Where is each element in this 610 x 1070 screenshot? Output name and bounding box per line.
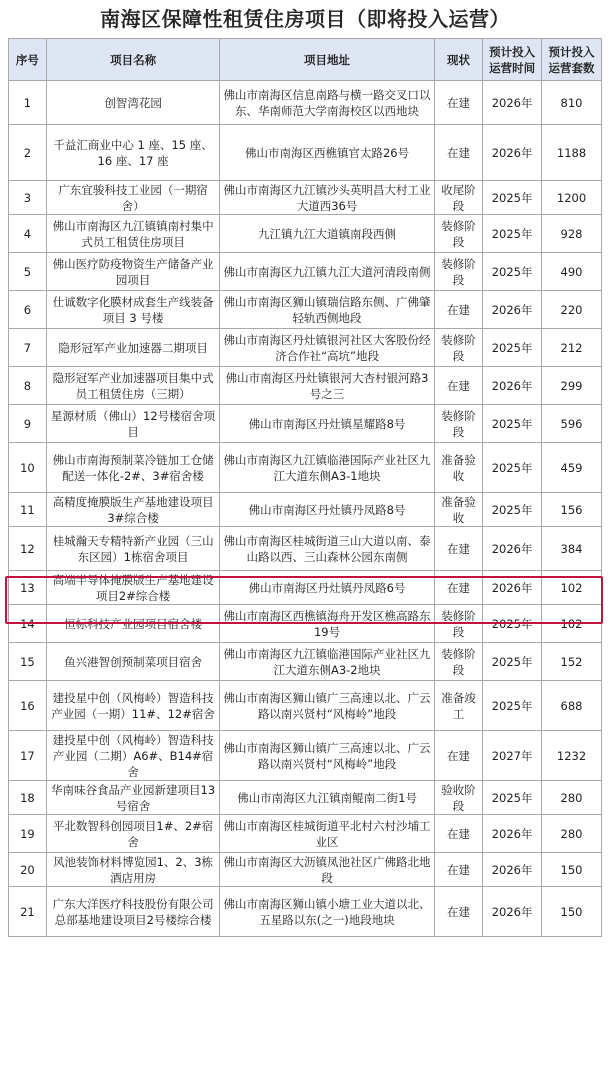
cell-time: 2026年: [483, 887, 542, 937]
cell-address: 佛山市南海区九江镇九江大道河清段南侧: [220, 253, 434, 291]
cell-address: 佛山市南海区狮山镇瑞信路东侧、广佛肇轻轨西侧地段: [220, 291, 434, 329]
cell-time: 2025年: [483, 493, 542, 527]
cell-status: 准备验收: [434, 493, 482, 527]
cell-status: 在建: [434, 815, 482, 853]
cell-time: 2026年: [483, 815, 542, 853]
table-row: [9, 405, 602, 443]
cell-units: 928: [542, 215, 602, 253]
cell-address: 九江镇九江大道镇南段西侧: [220, 215, 434, 253]
table-row: [9, 253, 602, 291]
cell-address: 佛山市南海区桂城街道平北村六村沙埔工业区: [220, 815, 434, 853]
cell-seq: 18: [9, 781, 47, 815]
cell-status: 准备验收: [434, 443, 482, 493]
cell-time: 2025年: [483, 443, 542, 493]
table-row: [9, 643, 602, 681]
table-row: [9, 181, 602, 215]
table-row: [9, 605, 602, 643]
cell-time: 2026年: [483, 571, 542, 605]
cell-seq: 10: [9, 443, 47, 493]
cell-name: 建投星中创（风梅岭）智造科技产业园（一期）11#、12#宿舍: [46, 681, 219, 731]
document-title: 南海区保障性租赁住房项目（即将投入运营）: [100, 7, 510, 31]
cell-units: 810: [542, 81, 602, 125]
cell-name: 桂城瀚天专精特新产业园（三山东区园）1栋宿舍项目: [46, 527, 219, 571]
cell-time: 2025年: [483, 781, 542, 815]
table-row: [9, 527, 602, 571]
cell-address: 佛山市南海区丹灶镇银河大杏村银河路3号之三: [220, 367, 434, 405]
cell-status: 验收阶段: [434, 781, 482, 815]
table-row: [9, 215, 602, 253]
cell-seq: 2: [9, 125, 47, 181]
cell-status: 装修阶段: [434, 405, 482, 443]
cell-units: 150: [542, 853, 602, 887]
cell-seq: 3: [9, 181, 47, 215]
cell-units: 384: [542, 527, 602, 571]
cell-time: 2025年: [483, 643, 542, 681]
cell-name: 平北数智科创园项目1#、2#宿舍: [46, 815, 219, 853]
cell-units: 688: [542, 681, 602, 731]
cell-time: 2025年: [483, 181, 542, 215]
cell-name: 佛山医疗防疫物资生产储备产业园项目: [46, 253, 219, 291]
cell-status: 在建: [434, 367, 482, 405]
cell-units: 1232: [542, 731, 602, 781]
cell-units: 280: [542, 781, 602, 815]
table-row: [9, 571, 602, 605]
cell-address: 佛山市南海区西樵镇海舟开发区樵高路东19号: [220, 605, 434, 643]
cell-units: 1200: [542, 181, 602, 215]
header-time: 预计投入运营时间: [483, 39, 542, 81]
cell-name: 星源材质（佛山）12号楼宿舍项目: [46, 405, 219, 443]
cell-seq: 16: [9, 681, 47, 731]
cell-status: 在建: [434, 731, 482, 781]
cell-time: 2026年: [483, 367, 542, 405]
table-row: [9, 329, 602, 367]
cell-status: 在建: [434, 853, 482, 887]
cell-time: 2026年: [483, 81, 542, 125]
cell-status: 在建: [434, 527, 482, 571]
cell-units: 299: [542, 367, 602, 405]
cell-time: 2026年: [483, 853, 542, 887]
cell-name: 广东宜骏科技工业园（一期宿舍）: [46, 181, 219, 215]
cell-time: 2025年: [483, 405, 542, 443]
table-row: [9, 815, 602, 853]
cell-name: 创智湾花园: [46, 81, 219, 125]
table-row: [9, 291, 602, 329]
cell-status: 在建: [434, 81, 482, 125]
cell-units: 212: [542, 329, 602, 367]
cell-time: 2026年: [483, 291, 542, 329]
cell-status: 在建: [434, 125, 482, 181]
cell-seq: 6: [9, 291, 47, 329]
cell-seq: 15: [9, 643, 47, 681]
cell-address: 佛山市南海区九江镇临港国际产业社区九江大道东侧A3-2地块: [220, 643, 434, 681]
cell-status: 装修阶段: [434, 605, 482, 643]
cell-seq: 4: [9, 215, 47, 253]
cell-units: 280: [542, 815, 602, 853]
table-row: [9, 681, 602, 731]
cell-seq: 1: [9, 81, 47, 125]
cell-seq: 17: [9, 731, 47, 781]
table-row: [9, 731, 602, 781]
cell-status: 装修阶段: [434, 329, 482, 367]
table-header-row: [9, 39, 602, 81]
cell-address: 佛山市南海区九江镇沙头英明昌大村工业大道西36号: [220, 181, 434, 215]
cell-units: 220: [542, 291, 602, 329]
cell-seq: 12: [9, 527, 47, 571]
cell-status: 装修阶段: [434, 643, 482, 681]
cell-status: 在建: [434, 291, 482, 329]
table-row: [9, 125, 602, 181]
cell-address: 佛山市南海区九江镇临港国际产业社区九江大道东侧A3-1地块: [220, 443, 434, 493]
cell-address: 佛山市南海区丹灶镇丹凤路8号: [220, 493, 434, 527]
cell-name: 鱼兴港智创预制菜项目宿舍: [46, 643, 219, 681]
cell-name: 千益汇商业中心 1 座、15 座、16 座、17 座: [46, 125, 219, 181]
cell-seq: 14: [9, 605, 47, 643]
cell-seq: 9: [9, 405, 47, 443]
cell-units: 490: [542, 253, 602, 291]
cell-name: 高端半导体掩膜版生产基地建设项目2#综合楼: [46, 571, 219, 605]
cell-units: 596: [542, 405, 602, 443]
cell-seq: 13: [9, 571, 47, 605]
cell-name: 华南味谷食品产业园新建项目13号宿舍: [46, 781, 219, 815]
cell-name: 高精度掩膜版生产基地建设项目3#综合楼: [46, 493, 219, 527]
cell-name: 隐形冠军产业加速器项目集中式员工租赁住房（三期）: [46, 367, 219, 405]
table-row: [9, 887, 602, 937]
cell-seq: 11: [9, 493, 47, 527]
table-row: [9, 853, 602, 887]
cell-units: 102: [542, 571, 602, 605]
cell-time: 2025年: [483, 329, 542, 367]
cell-seq: 20: [9, 853, 47, 887]
cell-time: 2025年: [483, 253, 542, 291]
cell-name: 建投星中创（风梅岭）智造科技产业园（二期）A6#、B14#宿舍: [46, 731, 219, 781]
table-row: [9, 81, 602, 125]
cell-name: 恒标科技产业园项目宿舍楼: [46, 605, 219, 643]
cell-status: 在建: [434, 571, 482, 605]
cell-units: 102: [542, 605, 602, 643]
cell-address: 佛山市南海区狮山镇广三高速以北、广云路以南兴贤村“风梅岭”地段: [220, 731, 434, 781]
cell-time: 2026年: [483, 527, 542, 571]
cell-status: 准备竣工: [434, 681, 482, 731]
table-body: [9, 81, 602, 937]
cell-seq: 5: [9, 253, 47, 291]
header-seq: 序号: [9, 39, 47, 81]
header-status: 现状: [434, 39, 482, 81]
cell-seq: 21: [9, 887, 47, 937]
cell-address: 佛山市南海区西樵镇官太路26号: [220, 125, 434, 181]
header-units: 预计投入运营套数: [542, 39, 602, 81]
header-name: 项目名称: [46, 39, 219, 81]
cell-units: 459: [542, 443, 602, 493]
cell-units: 156: [542, 493, 602, 527]
cell-seq: 8: [9, 367, 47, 405]
cell-name: 隐形冠军产业加速器二期项目: [46, 329, 219, 367]
cell-units: 1188: [542, 125, 602, 181]
cell-address: 佛山市南海区大沥镇凤池社区广佛路北地段: [220, 853, 434, 887]
cell-name: 风池装饰材料博览园1、2、3栋酒店用房: [46, 853, 219, 887]
cell-status: 在建: [434, 887, 482, 937]
cell-time: 2025年: [483, 681, 542, 731]
cell-address: 佛山市南海区九江镇南鲲南二街1号: [220, 781, 434, 815]
cell-address: 佛山市南海区丹灶镇星耀路8号: [220, 405, 434, 443]
cell-address: 佛山市南海区丹灶镇银河社区大客股份经济合作社“高坑”地段: [220, 329, 434, 367]
cell-units: 150: [542, 887, 602, 937]
projects-table: [8, 38, 602, 937]
cell-units: 152: [542, 643, 602, 681]
cell-address: 佛山市南海区信息南路与横一路交叉口以东、华南师范大学南海校区以西地块: [220, 81, 434, 125]
table-row: [9, 781, 602, 815]
cell-status: 收尾阶段: [434, 181, 482, 215]
cell-time: 2025年: [483, 605, 542, 643]
cell-name: 佛山市南海预制菜冷链加工仓储配送一体化-2#、3#宿舍楼: [46, 443, 219, 493]
table-row: [9, 443, 602, 493]
table-row: [9, 367, 602, 405]
cell-address: 佛山市南海区丹灶镇丹凤路6号: [220, 571, 434, 605]
cell-seq: 7: [9, 329, 47, 367]
cell-address: 佛山市南海区狮山镇小塘工业大道以北、五星路以东(之一)地段地块: [220, 887, 434, 937]
cell-name: 仕诚数字化膜材成套生产线装备项目 3 号楼: [46, 291, 219, 329]
cell-address: 佛山市南海区狮山镇广三高速以北、广云路以南兴贤村“风梅岭”地段: [220, 681, 434, 731]
cell-status: 装修阶段: [434, 253, 482, 291]
cell-status: 装修阶段: [434, 215, 482, 253]
header-address: 项目地址: [220, 39, 434, 81]
cell-time: 2027年: [483, 731, 542, 781]
cell-seq: 19: [9, 815, 47, 853]
cell-time: 2025年: [483, 215, 542, 253]
cell-time: 2026年: [483, 125, 542, 181]
cell-address: 佛山市南海区桂城街道三山大道以南、泰山路以西、三山森林公园东南侧: [220, 527, 434, 571]
cell-name: 广东大洋医疗科技股份有限公司总部基地建设项目2号楼综合楼: [46, 887, 219, 937]
table-row: [9, 493, 602, 527]
cell-name: 佛山市南海区九江镇镇南村集中式员工租赁住房项目: [46, 215, 219, 253]
